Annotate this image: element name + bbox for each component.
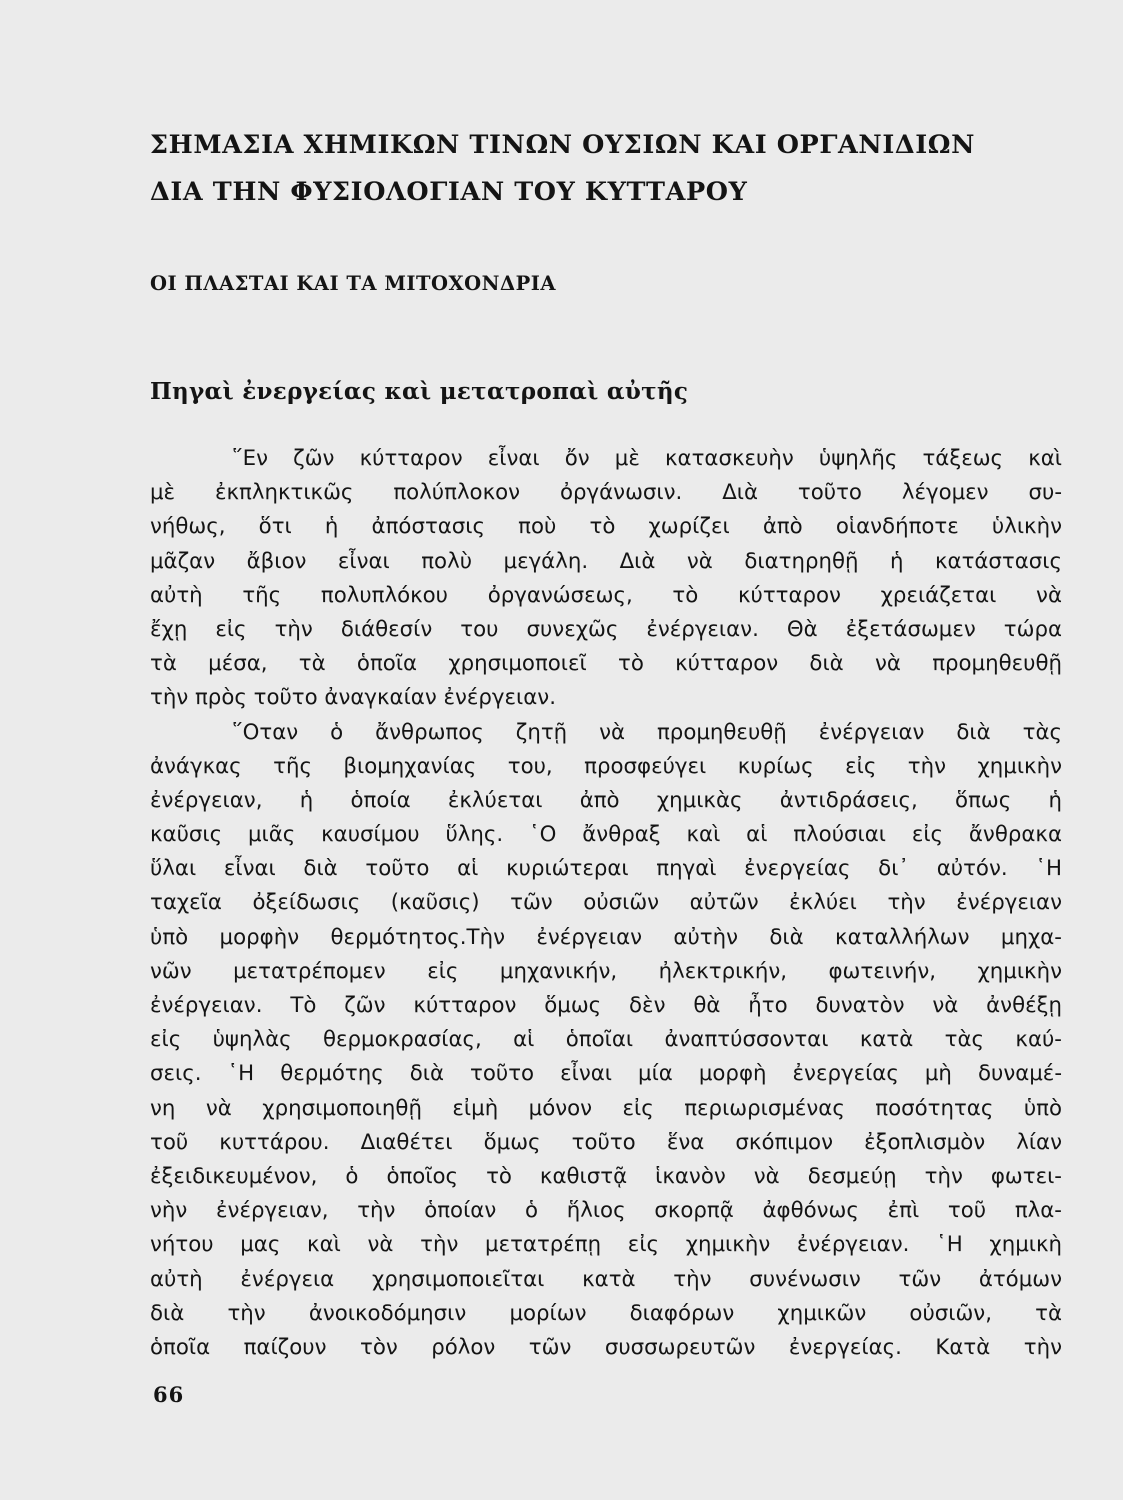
body-line: αὐτὴ τῆς πολυπλόκου ὀργανώσεως, τὸ κύτταρον χρειάζεται νὰ	[150, 582, 1062, 608]
section-heading: Πηγαὶ ἐνεργείας καὶ μετατροπαὶ αὐτῆς	[150, 378, 689, 405]
body-line: καῦσις μιᾶς καυσίμου ὕλης. ῾Ο ἄνθραξ καὶ αἱ πλούσιαι εἰς ἄνθρακα	[150, 822, 1062, 848]
chapter-title	[150, 122, 1060, 216]
chapter-title-line: ΔΙΑ ΤΗΝ ΦΥΣΙΟΛΟΓΙΑΝ ΤΟΥ ΚΥΤΤΑΡΟΥ	[150, 177, 748, 207]
body-line: σεις. ῾Η θερμότης διὰ τοῦτο εἶναι μία μορφὴ ἐνεργείας μὴ δυναμέ-	[150, 1061, 1062, 1087]
body-line: ἐνέργειαν, ἡ ὁποία ἐκλύεται ἀπὸ χημικὰς ἀντιδράσεις, ὅπως ἡ	[150, 787, 1062, 813]
section-subtitle: ΟΙ ΠΛΑΣΤΑΙ ΚΑΙ ΤΑ ΜΙΤΟΧΟΝΔΡΙΑ	[150, 272, 557, 295]
body-line: νήθως, ὅτι ἡ ἀπόστασις ποὺ τὸ χωρίζει ἀπὸ οἱανδήποτε ὑλικὴν	[150, 514, 1062, 540]
page-number: 66	[153, 1382, 185, 1407]
body-line: νη νὰ χρησιμοποιηθῇ εἰμὴ μόνον εἰς περιωρισμένας ποσότητας ὑπὸ	[150, 1095, 1062, 1121]
body-line: ὕλαι εἶναι διὰ τοῦτο αἱ κυριώτεραι πηγαὶ ἐνεργείας δι᾽ αὐτόν. ῾Η	[150, 856, 1062, 882]
body-line: τοῦ κυττάρου. Διαθέτει ὅμως τοῦτο ἕνα σκόπιμον ἐξοπλισμὸν λίαν	[150, 1129, 1062, 1155]
body-text	[150, 442, 1062, 1365]
body-line: ὁποῖα παίζουν τὸν ρόλον τῶν συσσωρευτῶν ἐνεργείας. Κατὰ τὴν	[150, 1334, 1062, 1360]
body-line: εἰς ὑψηλὰς θερμοκρασίας, αἱ ὁποῖαι ἀναπτύσσονται κατὰ τὰς καύ-	[150, 1027, 1062, 1053]
body-line: ῞Οταν ὁ ἄνθρωπος ζητῇ νὰ προμηθευθῇ ἐνέργειαν διὰ τὰς	[232, 719, 1062, 745]
body-line: νὴν ἐνέργειαν, τὴν ὁποίαν ὁ ἥλιος σκορπᾷ ἀφθόνως ἐπὶ τοῦ πλα-	[150, 1198, 1062, 1224]
chapter-title-line: ΣΗΜΑΣΙΑ ΧΗΜΙΚΩΝ ΤΙΝΩΝ ΟΥΣΙΩΝ ΚΑΙ ΟΡΓΑΝΙΔΙΩΝ	[150, 130, 975, 160]
body-line: ταχεῖα ὀξείδωσις (καῦσις) τῶν οὐσιῶν αὐτῶν ἐκλύει τὴν ἐνέργειαν	[150, 890, 1062, 916]
body-line: μὲ ἐκπληκτικῶς πολύπλοκον ὀργάνωσιν. Διὰ τοῦτο λέγομεν συ-	[150, 480, 1062, 506]
body-line: τὴν πρὸς τοῦτο ἀναγκαίαν ἐνέργειαν.	[150, 685, 556, 711]
body-line: μᾶζαν ἄβιον εἶναι πολὺ μεγάλη. Διὰ νὰ διατηρηθῇ ἡ κατάστασις	[150, 548, 1062, 574]
body-line: ἀνάγκας τῆς βιομηχανίας του, προσφεύγει κυρίως εἰς τὴν χημικὴν	[150, 753, 1062, 779]
body-line: νήτου μας καὶ νὰ τὴν μετατρέπῃ εἰς χημικὴν ἐνέργειαν. ῾Η χημικὴ	[150, 1232, 1062, 1258]
body-line: ἐξειδικευμένον, ὁ ὁποῖος τὸ καθιστᾷ ἱκανὸν νὰ δεσμεύῃ τὴν φωτει-	[150, 1163, 1062, 1189]
body-line: ὑπὸ μορφὴν θερμότητος.Τὴν ἐνέργειαν αὐτὴν διὰ καταλλήλων μηχα-	[150, 924, 1062, 950]
body-line: ῞Εν ζῶν κύτταρον εἶναι ὄν μὲ κατασκευὴν ὑψηλῆς τάξεως καὶ	[232, 446, 1062, 471]
body-line: διὰ τὴν ἀνοικοδόμησιν μορίων διαφόρων χημικῶν οὐσιῶν, τὰ	[150, 1300, 1062, 1326]
body-line: ἐνέργειαν. Τὸ ζῶν κύτταρον ὅμως δὲν θὰ ἦτο δυνατὸν νὰ ἀνθέξῃ	[150, 993, 1062, 1018]
body-line: ἔχῃ εἰς τὴν διάθεσίν του συνεχῶς ἐνέργειαν. Θὰ ἐξετάσωμεν τώρα	[150, 616, 1062, 642]
body-line: αὐτὴ ἐνέργεια χρησιμοποιεῖται κατὰ τὴν συνένωσιν τῶν ἀτόμων	[150, 1266, 1062, 1292]
body-line: τὰ μέσα, τὰ ὁποῖα χρησιμοποιεῖ τὸ κύτταρον διὰ νὰ προμηθευθῇ	[150, 651, 1062, 677]
body-line: νῶν μετατρέπομεν εἰς μηχανικήν, ἠλεκτρικήν, φωτεινήν, χημικὴν	[150, 958, 1062, 984]
